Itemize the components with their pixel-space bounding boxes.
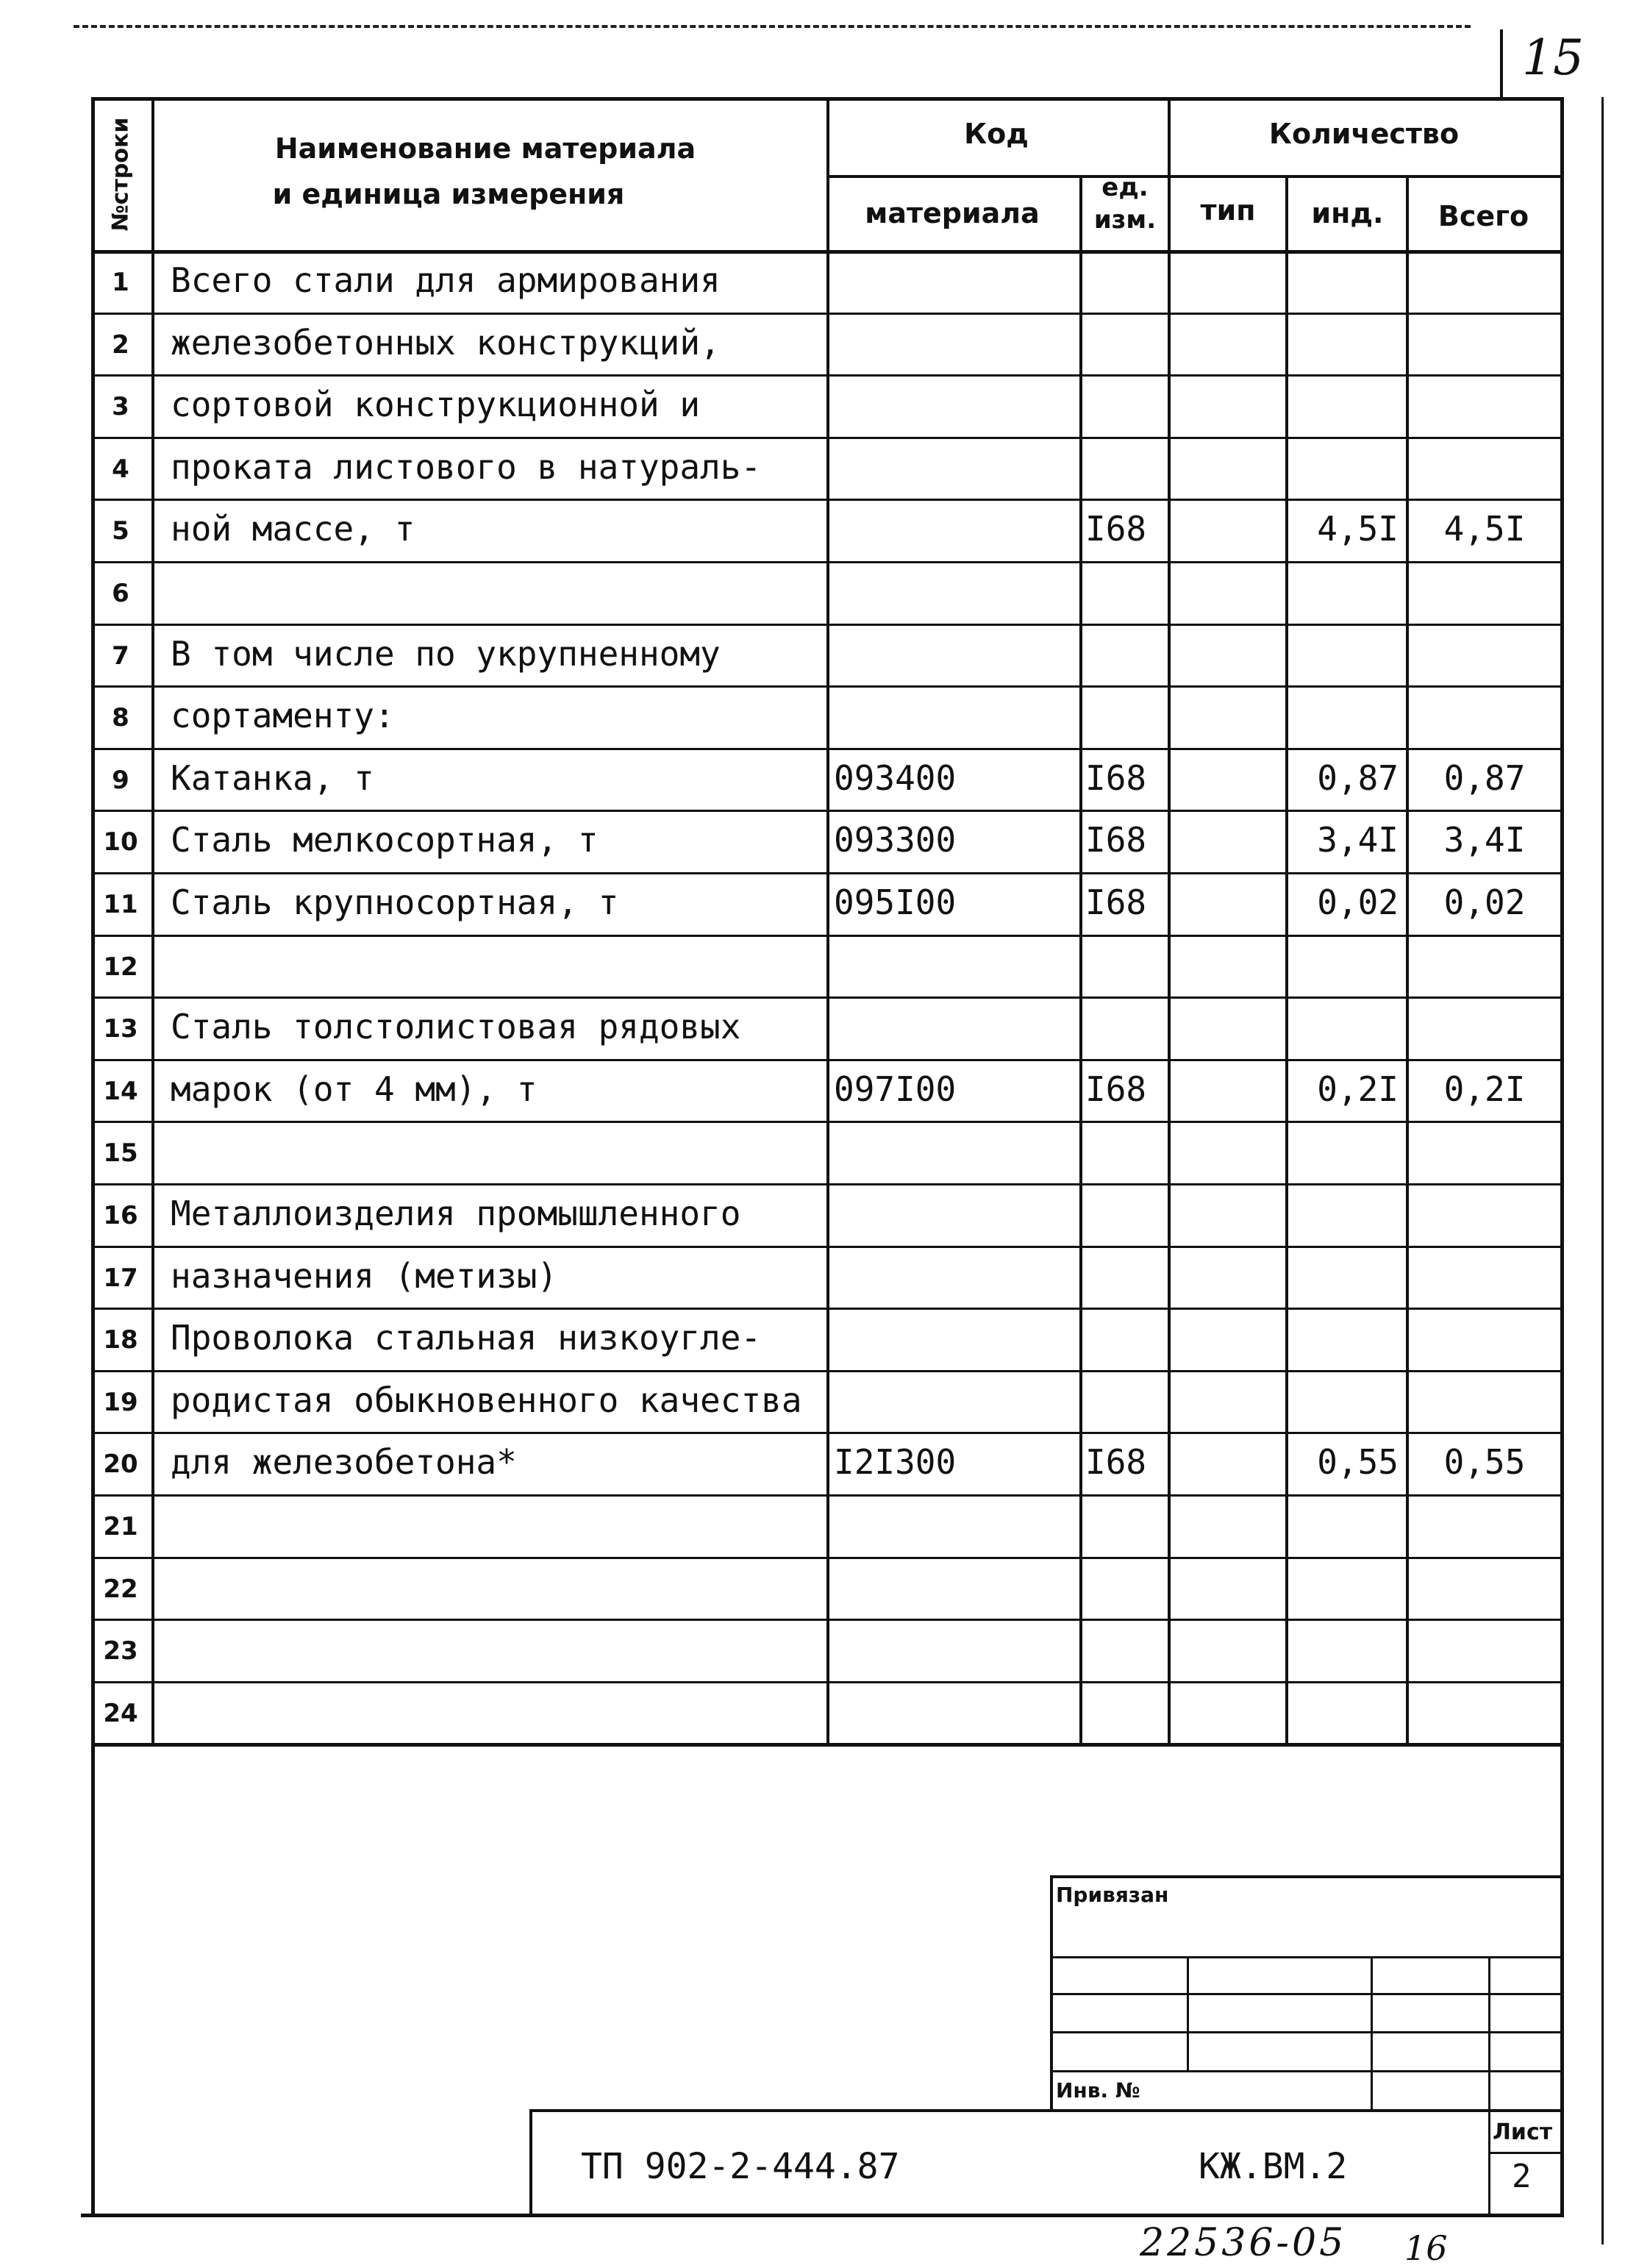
code-unit-header-1: ед.: [1101, 173, 1149, 202]
qty-type-header: тип: [1200, 194, 1256, 227]
stamp-h3: [1050, 2031, 1564, 2033]
doc-code: ТП 902-2-444.87: [581, 2146, 900, 2187]
material-name: для железобетона*: [171, 1442, 517, 1483]
qty-total: 0,87: [1443, 757, 1526, 798]
row-divider: [91, 1681, 1560, 1683]
material-name: Всего стали для армирования: [171, 260, 721, 300]
top-dashed-line: [74, 25, 1471, 28]
material-name: В том числе по укрупненному: [171, 633, 721, 674]
material-name: Сталь толстолистовая рядовых: [171, 1007, 741, 1047]
row-number: 11: [103, 890, 138, 919]
row-number: 7: [112, 641, 129, 671]
unit-code: I68: [1085, 1069, 1147, 1109]
material-name: Проволока стальная низкоугле-: [171, 1318, 762, 1358]
material-name: Металлоизделия промышленного: [171, 1194, 741, 1233]
qty-ind: 3,4I: [1317, 820, 1399, 860]
col-divider-ind: [1285, 175, 1288, 1743]
row-divider: [91, 1308, 1560, 1310]
row-divider: [91, 1183, 1560, 1185]
row-number: 8: [112, 703, 129, 733]
footer-page: 16: [1404, 2228, 1448, 2268]
row-number: 4: [112, 454, 129, 484]
material-name: назначения (метизы): [171, 1255, 558, 1296]
row-divider: [91, 996, 1560, 999]
title-block-top: [529, 2109, 1564, 2112]
row-number: 19: [103, 1387, 138, 1417]
qty-ind: 4,5I: [1317, 509, 1399, 549]
header-bottom-line: [91, 250, 1560, 254]
material-name: Сталь мелкосортная, т: [171, 820, 599, 860]
row-number: 5: [112, 516, 129, 546]
qty-total: 4,5I: [1443, 509, 1526, 549]
row-number: 18: [103, 1325, 138, 1355]
qty-group-header: Количество: [1268, 118, 1460, 150]
row-divider: [91, 437, 1560, 439]
frame-right-outer: [1601, 97, 1604, 2244]
row-divider: [91, 313, 1560, 315]
col-divider-total: [1406, 175, 1409, 1743]
row-divider: [91, 872, 1560, 874]
material-name: сортовой конструкционной и: [171, 385, 701, 425]
row-number: 1: [112, 268, 129, 297]
stamp-h4: [1050, 2070, 1564, 2072]
row-divider: [91, 624, 1560, 626]
material-name: проката листового в натураль-: [171, 446, 762, 487]
qty-total-header: Всего: [1438, 200, 1529, 232]
row-number: 3: [112, 392, 129, 422]
material-code: 093400: [834, 757, 957, 798]
row-divider: [91, 1059, 1560, 1061]
row-number: 16: [103, 1201, 138, 1230]
qty-total: 0,02: [1443, 882, 1526, 922]
row-number: 10: [103, 827, 138, 857]
row-number: 24: [103, 1698, 138, 1728]
col-divider-code-group: [826, 101, 829, 1743]
stamp-top: [1050, 1875, 1564, 1878]
qty-total: 0,55: [1443, 1442, 1526, 1483]
header-subdivider: [826, 175, 1560, 178]
row-number: 9: [112, 765, 129, 795]
row-divider: [91, 1619, 1560, 1621]
name-header-line2: и единица измерения: [272, 178, 625, 210]
qty-total: 0,2I: [1443, 1069, 1526, 1109]
title-block-left: [529, 2109, 532, 2217]
row-number-header: [91, 101, 150, 248]
col-divider-name: [151, 101, 154, 1743]
qty-ind-header: инд.: [1311, 197, 1384, 229]
material-name: марок (от 4 мм), т: [171, 1069, 538, 1109]
qty-total: 3,4I: [1443, 820, 1526, 860]
footer-handwritten: 22536-05: [1140, 2221, 1347, 2265]
bound-label: Привязан: [1056, 1883, 1169, 1907]
material-code: 097I00: [834, 1069, 957, 1109]
row-number: 2: [112, 329, 129, 360]
row-number: 15: [103, 1138, 138, 1169]
unit-code: I68: [1085, 757, 1147, 798]
stamp-h2: [1050, 1993, 1564, 1995]
row-divider: [91, 1370, 1560, 1372]
code-unit-header-2: изм.: [1093, 205, 1157, 235]
row-divider: [91, 1557, 1560, 1559]
row-divider: [91, 499, 1560, 501]
row-number: 13: [103, 1014, 138, 1044]
unit-code: I68: [1085, 882, 1147, 922]
sheet-cell-divider: [1488, 2152, 1564, 2154]
row-number: 12: [103, 952, 138, 982]
material-name: сортаменту:: [171, 696, 395, 736]
row-number: 23: [103, 1636, 138, 1666]
material-name: родистая обыкновенного качества: [171, 1380, 802, 1420]
row-number: 17: [103, 1263, 138, 1293]
table-bottom-line: [91, 1743, 1560, 1747]
row-divider: [91, 1246, 1560, 1248]
material-code: 095I00: [834, 882, 957, 922]
row-number: 21: [103, 1512, 138, 1541]
sheet-number: 2: [1512, 2158, 1532, 2195]
stamp-v3: [1488, 1956, 1490, 2214]
unit-code: I68: [1085, 820, 1147, 860]
frame-right: [1560, 97, 1564, 2215]
row-number: 22: [103, 1574, 138, 1604]
row-divider: [91, 1121, 1560, 1123]
stamp-v2: [1371, 1956, 1373, 2111]
inv-label: Инв. №: [1056, 2078, 1140, 2103]
unit-code: I68: [1085, 509, 1147, 549]
col-divider-qty-group: [1168, 101, 1171, 1743]
sheet-label: Лист: [1493, 2119, 1553, 2145]
qty-ind: 0,2I: [1317, 1069, 1399, 1109]
material-name: железобетонных конструкций,: [171, 322, 721, 363]
material-code: I2I300: [834, 1442, 957, 1483]
qty-ind: 0,87: [1317, 757, 1399, 798]
material-name: Сталь крупносортная, т: [171, 882, 619, 922]
row-number: 6: [112, 579, 129, 608]
row-divider: [91, 685, 1560, 688]
row-divider: [91, 561, 1560, 563]
row-number: 20: [103, 1449, 138, 1480]
row-number-header-label: №строки: [107, 117, 134, 232]
stamp-h1: [1050, 1956, 1564, 1958]
unit-code: I68: [1085, 1442, 1147, 1483]
row-number: 14: [103, 1076, 138, 1106]
qty-ind: 0,02: [1317, 882, 1399, 922]
code-material-header: материала: [865, 197, 1040, 229]
material-name: Катанка, т: [171, 757, 374, 798]
col-divider-unit: [1079, 175, 1082, 1743]
frame-bottom: [81, 2214, 1564, 2217]
row-divider: [91, 935, 1560, 937]
name-header-line1: Наименование материала: [274, 132, 696, 165]
row-divider: [91, 374, 1560, 377]
row-divider: [91, 1432, 1560, 1434]
stamp-v1: [1187, 1956, 1189, 2070]
code-group-header: Код: [964, 118, 1029, 150]
page-number: 15: [1522, 29, 1584, 86]
page-number-box-left: [1500, 29, 1503, 100]
row-divider: [91, 810, 1560, 812]
qty-ind: 0,55: [1317, 1442, 1399, 1483]
row-divider: [91, 748, 1560, 750]
material-name: ной массе, т: [171, 509, 415, 549]
material-code: 093300: [834, 820, 957, 860]
row-divider: [91, 1494, 1560, 1497]
sheet-code: КЖ.ВМ.2: [1199, 2146, 1348, 2187]
